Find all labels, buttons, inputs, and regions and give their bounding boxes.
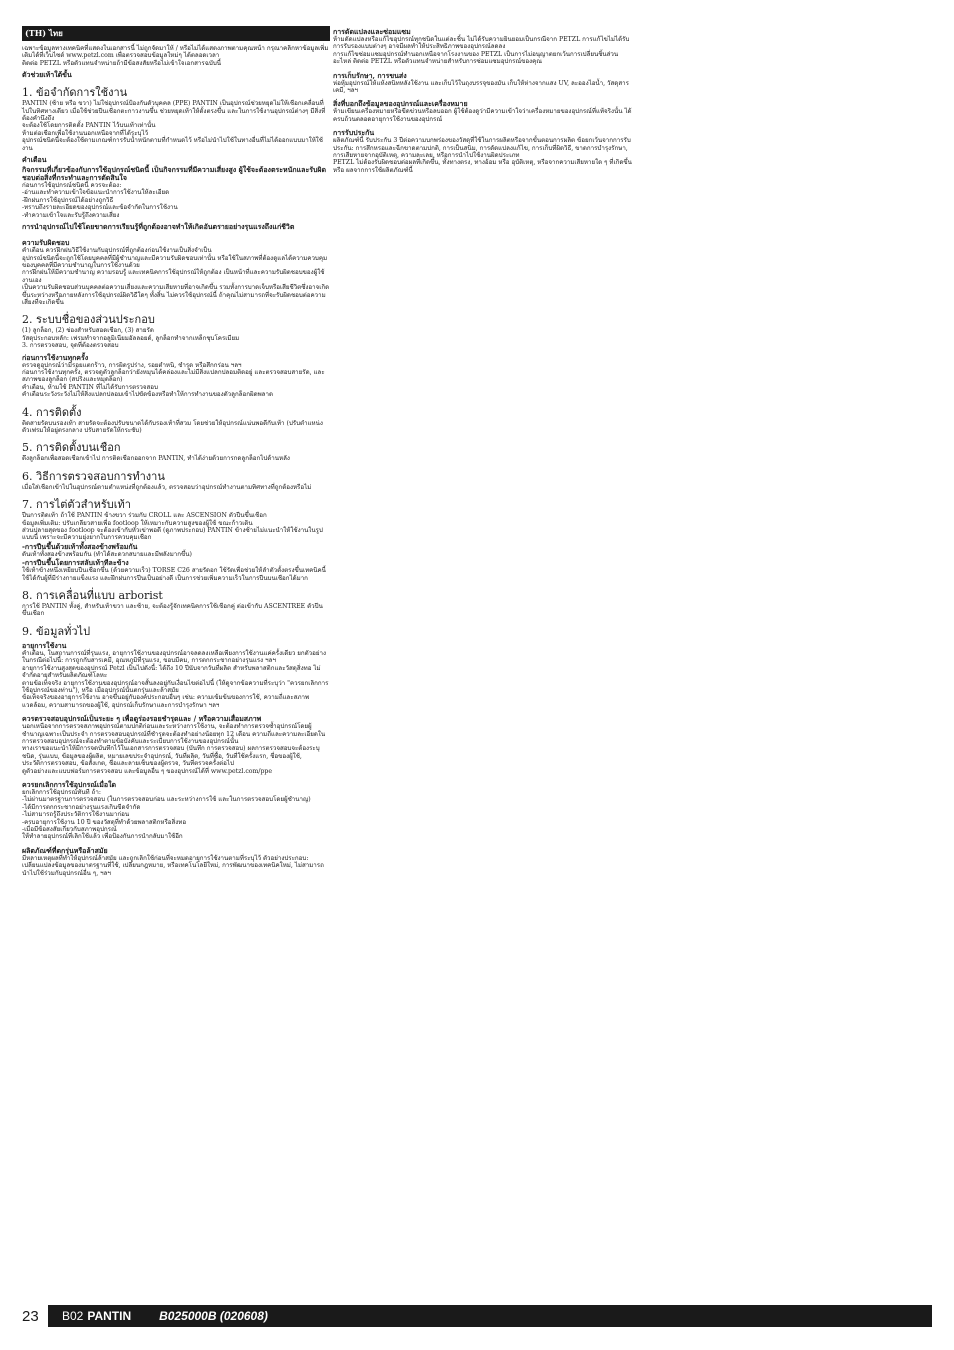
section-2-title: 2. ระบบชื่อของส่วนประกอบ	[22, 313, 155, 327]
modify-body: ห้ามดัดแปลงหรือแก้ไขอุปกรณ์ทุกชนิดในแต่ละชิ้น ไม่ได้รับความยินยอมเป็นกรณีจาก PETZL การแก้ไขไม่ได้รับการรับรองแบบต่างๆ อาจมีผลทำให้ประสิทธิภาพของอุปกรณ์ลดลง การแก้ไขซ่อมแซมอุปกรณ์ทำนอกเหนือจากโรงงานของ PETZL เป็นการไม่อนุญาตยกเว้นการเปลี่ยนชิ้นส่วนอะไหล่ ติดต่อ PETZL หรือตัวแทนจำหน่ายสำหรับการซ่อมแซมอุปกรณ์ของคุณ	[333, 36, 630, 66]
section-7-sub-1-body: ดันเท้าทั้งสองข้างพร้อมกัน (ทำได้สะดวกสบายและมีพลังมากขึ้น)	[22, 550, 192, 558]
section-8-title: 8. การเคลื่อนที่แบบ arborist	[22, 589, 163, 603]
warning-bold-2: การนำอุปกรณ์ไปใช้โดยขาดการเรียนรู้ที่ถูกต้องอาจทำให้เกิดอันตรายอย่างรุนแรงถึงแก่ชีวิต	[22, 222, 295, 232]
lifetime-body: คำเตือน, ในสถานการณ์ที่รุนแรง, อายุการใช้งานของอุปกรณ์อาจลดลงเหลือเพียงการใช้งานแค่ครั้งเดียว ยกตัวอย่างในกรณีต่อไปนี้: การถูกกับสารเคมี, อุณหภูมิที่รุนแรง, ขอบมีคม, การตกกระชากอย่างรุนแรง ฯลฯ อายุการใช้งานสูงสุดของอุปกรณ์ Petzl เป็นไปดังนี้: ได้ถึง 10 ปีนับจากวันที่ผลิต สำหรับพลาสติกและวัสดุสิ่งทอ ไม่จำกัดอายุสำหรับผลิตภัณฑ์โลหะ ตามข้อเท็จจริง อายุการใช้งานของอุปกรณ์อาจสั้นลงอยู่กับเงื่อนไขต่อไปนี้ (ให้ดูจากข้อความที่ระบุว่า "ควรยกเลิกการใช้อุปกรณ์ของท่าน"), หรือ เมื่ออุปกรณ์นั้นตกรุ่นและล้าสมัย ข้อเท็จจริงของอายุการใช้งาน อาจขึ้นอยู่กับองค์ประกอบอื่นๆ เช่น: ความเข้มข้นของการใช้, ความถี่และสภาพแวดล้อม, ความสามารถของผู้ใช้, อุปกรณ์เก็บรักษาและการบำรุงรักษา ฯลฯ	[22, 649, 329, 709]
marking-title: สิ่งที่บอกถึงข้อมูลของอุปกรณ์และเครื่องหมาย	[333, 99, 468, 109]
warranty-body: ผลิตภัณฑ์นี้ รับประกัน 3 ปีต่อความบกพร่องของวัสดุที่ใช้ในการผลิตหรือจากขั้นตอนการผลิต ข้อยกเว้นจากการรับประกัน: การสึกหรอและฉีกขาดตามปกติ, การเป็นสนิม, การดัดแปลงแก้ไข, การเก็บที่ผิดวิธี, ขาดการบำรุงรักษา, การเสียหายจากอุบัติเหตุ, ความละเลย, หรือการนำไปใช้งานผิดประเภท PETZL ไม่ต้องรับผิดชอบต่อผลที่เกิดขึ้น, ทั้งทางตรง, ทางอ้อม หรือ อุบัติเหตุ, หรือจากความเสียหายใด ๆ ที่เกิดขึ้น หรือ ผลจากการใช้ผลิตภัณฑ์นี้	[333, 137, 632, 174]
retire-label: ควรยกเลิกการใช้อุปกรณ์เมื่อใด	[22, 779, 117, 789]
product-name: PANTIN	[87, 1309, 132, 1323]
page-footer	[22, 1305, 932, 1327]
responsibility-body: คำเตือน ควรฝึกฝนวิธีใช้งานกับอุปกรณ์ที่ถูกต้องก่อนใช้งานเป็นสิ่งจำเป็น อุปกรณ์ชนิดนี้จะถูกใช้โดยบุคคลที่มีผู้ชำนาญและมีความรับผิดชอบเท่านั้น หรือใช้ในสภาพที่ต้องดูแลได้ความควบคุมของบุคคลที่มีความชำนาญในการใช้งานด้วย การฝึกฝนให้มีความชำนาญ ความรอบรู้ และเทคนิคการใช้อุปกรณ์ให้ถูกต้อง เป็นหน้าที่และความรับผิดชอบของผู้ใช้งานเอง เป็นความรับผิดชอบส่วนบุคคลต่อความเสี่ยงและความเสียหายที่อาจเกิดขึ้น รวมทั้งการบาดเจ็บหรือเสียชีวิตซึ่งอาจเกิดขึ้นระหว่างหรือภายหลังการใช้อุปกรณ์ผิดวิธีใดๆ ทั้งสิ้น ไม่ควรใช้อุปกรณ์นี้ ถ้าคุณไม่สามารถที่จะรับผิดชอบต่อความเสี่ยงที่จะเกิดขึ้น	[22, 247, 330, 306]
section-8-body: การใช้ PANTIN ทั้งคู่, สำหรับเท้าขวา และซ้าย, จะต้องรู้จักเทคนิคการใช้เชือกคู่ ต่อเข้ากับ ASCENTREE ตัวปีนขึ้นเชือก	[22, 603, 323, 618]
lifetime-label: อายุการใช้งาน	[22, 640, 67, 650]
storage-body: ห่อหุ้มอุปกรณ์ให้แห้งสนิทหลังใช้งาน และเก็บไว้ในถุงบรรจุของมัน เก็บให้ห่างจากแสง UV, ละอองไอน้ำ, วัสดุสารเคมี, ฯลฯ	[333, 79, 629, 95]
section-2-body: (1) ลูกล็อก, (2) ช่องสำหรับสอดเชือก, (3) สายรัด วัสดุประกอบหลัก: เฟรมทำจากอลูมิเนียมอัลลอยด์, ลูกล็อกทำจากเหล็กชุบโครเมียม 3. การตรวจสอบ, จุดที่ต้องตรวจสอบ	[22, 327, 240, 350]
section-7-sub-1: -การปีนขึ้นด้วยเท้าทั้งสองข้างพร้อมกัน	[22, 541, 138, 551]
warranty-title: การรับประกัน	[333, 128, 375, 138]
model-code: B02	[62, 1309, 84, 1323]
warning-label: คำเตือน	[22, 155, 47, 165]
section-5-body: ดึงลูกล็อกเพื่อสอดเชือกเข้าไป การติดเชือกออกจาก PANTIN, ทำได้ง่ายด้วยการกดลูกล็อกไปด้านหลัง	[22, 455, 290, 463]
section-6-body: เมื่อใส่เชือกเข้าไปในอุปกรณ์ตามตำแหน่งที่ถูกต้องแล้ว, ตรวจสอบว่าอุปกรณ์ทำงานตามทิศทางที่ถูกต้องหรือไม่	[22, 483, 312, 491]
section-7-sub-2: -การปีนขึ้นโดยการสลับเท้าทีละข้าง	[22, 558, 129, 568]
responsibility-label: ความรับผิดชอบ	[22, 238, 70, 248]
section-5-title: 5. การติดตั้งบนเชือก	[22, 441, 121, 455]
section-7-sub-2-body: ใช้เท้าข้างหนึ่งเหยียบปีนเชือกขึ้น (ด้วยความเร็ว) TORSE C26 สายรัดอก ใช้รัดเพื่อช่วยให้ลำตัวตั้งตรงขึ้นเทคนิคนี้ใช้ได้กับผู้ที่มีร่างกายแข็งแรง และฝึกฝนการปีนเป็นอย่างดี เป็นการช่วยเพิ่มความเร็วในการปีนบนเชือกได้มาก	[22, 567, 326, 582]
intro-heading: ตัวช่วยเท้าใต้ขั้น	[22, 70, 72, 80]
marking-body: ห้ามเขียนเครื่องหมายหรือขีดข่วนหรือลบออก ผู้ใช้ต้องดูว่ามีความเข้าใจว่าเครื่องหมายของอุปกรณ์ที่แท้จริงนั้น ได้ครบถ้วนตลอดอายุการใช้งานของอุปกรณ์	[333, 108, 632, 123]
inspection-label: ควรตรวจสอบอุปกรณ์เป็นระยะ ๆ เพื่อดูร่องรอยชำรุดและ / หรือความเสื่อมสภาพ	[22, 714, 262, 724]
obsolete-body: มีหลายเหตุผลที่ทำให้อุปกรณ์ล้าสมัย และถูกเลิกใช้ก่อนที่จะหมดอายุการใช้งานตามที่ระบุไว้ ตัวอย่างประกอบ: เปลี่ยนแปลงข้อมูลของมาตรฐานที่ใช้, เปลี่ยนกฎหมาย, หรือเทคโนโลยีใหม่, การพัฒนาของเทคนิคใหม่, ไม่สามารถนำไปใช้ร่วมกับอุปกรณ์อื่น ๆ, ฯลฯ	[22, 854, 324, 877]
modify-title: การดัดแปลงและซ่อมแซม	[333, 27, 411, 36]
page-number: 23	[22, 1307, 39, 1325]
section-1-body: PANTIN (ซ้าย หรือ ขวา) ไม่ใช่อุปกรณ์ป้องกันตัวบุคคล (PPE) PANTIN เป็นอุปกรณ์ช่วยหยุดไม่ให้เชือกเคลื่อนที่ไปในทิศทางเดียว เมื่อใช้ช่วยปีนเชือกตะกาวงานขึ้น ช่วยหยุดเท้าให้ตั้งตรงขึ้น และในการใช้งานอุปกรณ์ต่างๆ มีสิ่งที่ต้องคำนึงถึง จะต้องใช้โดยการติดตั้ง PANTIN ไว้บนเท้าเท่านั้น ห้ามต่อเชือกเพื่อใช้งานนอกเหนือจากที่ได้ระบุไว้ อุปกรณ์ชนิดนี้จะต้องใช้ตามเกณฑ์การรับน้ำหนักตามที่กำหนดไว้ หรือไม่นำไปใช้ในทางอื่นที่ไม่ได้ออกแบบมาให้ใช้งาน	[22, 100, 326, 152]
document-reference: B025000B (020608)	[159, 1309, 268, 1323]
section-7-title: 7. การไต่ตัวสำหรับเท้า	[22, 498, 131, 512]
language-label: (TH) ไทย	[22, 26, 330, 41]
section-1-title: 1. ข้อจำกัดการใช้งาน	[22, 86, 128, 100]
section-9-title: 9. ข้อมูลทั่วไป	[22, 624, 91, 638]
retire-body: ยกเลิกการใช้อุปกรณ์ทันที ถ้า: -ไม่ผ่านมาตรฐานการตรวจสอบ (ในการตรวจสอบก่อน และระหว่างการใช้ และในการตรวจสอบโดยผู้ชำนาญ) -ได้มีการตกกระชากอย่างรุนแรงเกินขีดจำกัด -ไม่สามารถรู้ถึงประวัติการใช้งานมาก่อน -ครบอายุการใช้งาน 10 ปี ของวัสดุที่ทำด้วยพลาสติกหรือสิ่งทอ -เมื่อมีข้อสงสัยเกี่ยวกับสภาพอุปกรณ์ ให้ทำลายอุปกรณ์ที่เลิกใช้แล้ว เพื่อป้องกันการนำกลับมาใช้อีก	[22, 788, 311, 841]
section-6-title: 6. วิธีการตรวจสอบการทำงาน	[22, 469, 165, 483]
section-7-body: ปีนการติดเท้า ถ้าใช้ PANTIN ข้างขวา ร่วมกับ CROLL และ ASCENSION ตัวปีนขึ้นเชือก ข้อมูลเพิ่มเติม: ปรับเกลียวสายเพื่อ footloop ให้เหมาะกับความสูงของผู้ใช้ ขณะก้าวเดิน ส่วนปลายสุดของ footloop จะต้องเข้ากับหัวเข่าพอดี (ดูภาพประกอบ) PANTIN ข้างซ้ายไม่แนะนำให้ใช้งานในรูปแบบนี้ เพราะจะมีความยุ่งยากในการควบคุมเชือก	[22, 512, 323, 542]
obsolete-label: ผลิตภัณฑ์ที่ตกรุ่นหรือล้าสมัย	[22, 845, 108, 855]
warning-bold: กิจกรรมที่เกี่ยวข้องกับการใช้อุปกรณ์ชนิดนี้ เป็นกิจกรรมที่มีความเสี่ยงสูง ผู้ใช้จะต้องตระหนักและรับผิดชอบต่อสิ่งที่กระทำและการตัดสินใจ	[22, 165, 327, 183]
section-4-title: 4. การติดตั้ง	[22, 405, 82, 419]
warning-body: ก่อนการใช้อุปกรณ์ชนิดนี้ ควรจะต้อง: -อ่านและทำความเข้าใจข้อแนะนำการใช้งานให้ละเอียด -ฝึกฝนการใช้อุปกรณ์ได้อย่างถูกวิธี -ทราบถึงรายละเอียดของอุปกรณ์และข้อจำกัดในการใช้งาน -ทำความเข้าใจและรับรู้ถึงความเสี่ยง	[22, 182, 178, 219]
section-4-body: ติดสายรัดบนรองเท้า สายรัดจะต้องปรับขนาดได้กับรองเท้าที่สวม โดยช่วยให้อุปกรณ์แน่นพอดีกับเท้า (ปรับตำแหน่งตัวเฟรมให้อยู่ตรงกลาง ปรับสายรัดให้กระชับ)	[22, 419, 323, 434]
right-column	[333, 26, 633, 174]
footer-bar	[48, 1305, 932, 1327]
left-column	[22, 26, 330, 877]
pre-use-body: ตรวจดูอุปกรณ์ว่ามีรอยแตกร้าว, การผิดรูปร่าง, รอยตำหนิ, ชำรุด หรือสึกกร่อน ฯลฯ ก่อนการใช้งานทุกครั้ง, ตรวจดูตัวลูกล็อกว่ายังหมุนได้คล่องและไม่มีสิ่งแปลกปลอมติดอยู่ และตรวจสอบสายรัด, และสภาพของลูกล็อก (สปริงและหมุดล็อก) คำเตือน, ห้ามใช้ PANTIN ที่ไม่ได้รับการตรวจสอบ คำเตือนระวังระวังไม่ให้สิ่งแปลกปลอมเข้าไปขัดข้องหรือทำให้การทำงานของตัวลูกล็อกผิดพลาด	[22, 361, 325, 399]
storage-title: การเก็บรักษา, การขนส่ง	[333, 70, 407, 80]
intro-text: เฉพาะข้อมูลทางเทคนิคที่แสดงในเอกสารนี้ ไม่ถูกจัดมาให้ / หรือไม่ได้แสดงภาพตามคุณหน้า กรุณาคลิกหาข้อมูลเพิ่มเติมได้ที่เว็บไซต์ www.petzl.com เพื่อตรวจสอบข้อมูลใหม่ๆ ได้ตลอดเวลา ติดต่อ PETZL หรือตัวแทนจำหน่ายถ้ามีข้อสงสัยหรือไม่เข้าใจเอกสารฉบับนี้	[22, 45, 329, 67]
pre-use-label: ก่อนการใช้งานทุกครั้ง	[22, 352, 89, 362]
inspection-body: นอกเหนือจากการตรวจสภาพอุปกรณ์ตามปกติก่อนและระหว่างการใช้งาน, จะต้องทำการตรวจซ้ำอุปกรณ์โดยผู้ชำนาญเฉพาะเป็นประจำ การตรวจสอบอุปกรณ์ที่ชำรุดจะต้องทำอย่างน้อยทุก 12 เดือน ความถี่และความละเอียดในการตรวจสอบอุปกรณ์จะต้องทำตามข้อบังคับและระเบียบการใช้งานของอุปกรณ์นั้น ทางเราขอแนะนำให้มีการจดบันทึกไว้ในเอกสารการตรวจสอบ (บันทึก การตรวจสอบ) ผลการตรวจสอบจะต้องระบุ ชนิด, รุ่นแบบ, ข้อมูลของผู้ผลิต, หมายเลขประจำอุปกรณ์, วันที่ผลิต, วันที่ซื้อ, วันที่ใช้ครั้งแรก, ชื่อของผู้ใช้, ประวัติการตรวจสอบ, ข้อสังเกต, ชื่อและลายเซ็นของผู้ตรวจ, วันที่ตรวจครั้งต่อไป ดูตัวอย่างและแบบฟอร์มการตรวจสอบ และข้อมูลอื่น ๆ ของอุปกรณ์ได้ที่ www.petzl.com/ppe	[22, 723, 326, 775]
